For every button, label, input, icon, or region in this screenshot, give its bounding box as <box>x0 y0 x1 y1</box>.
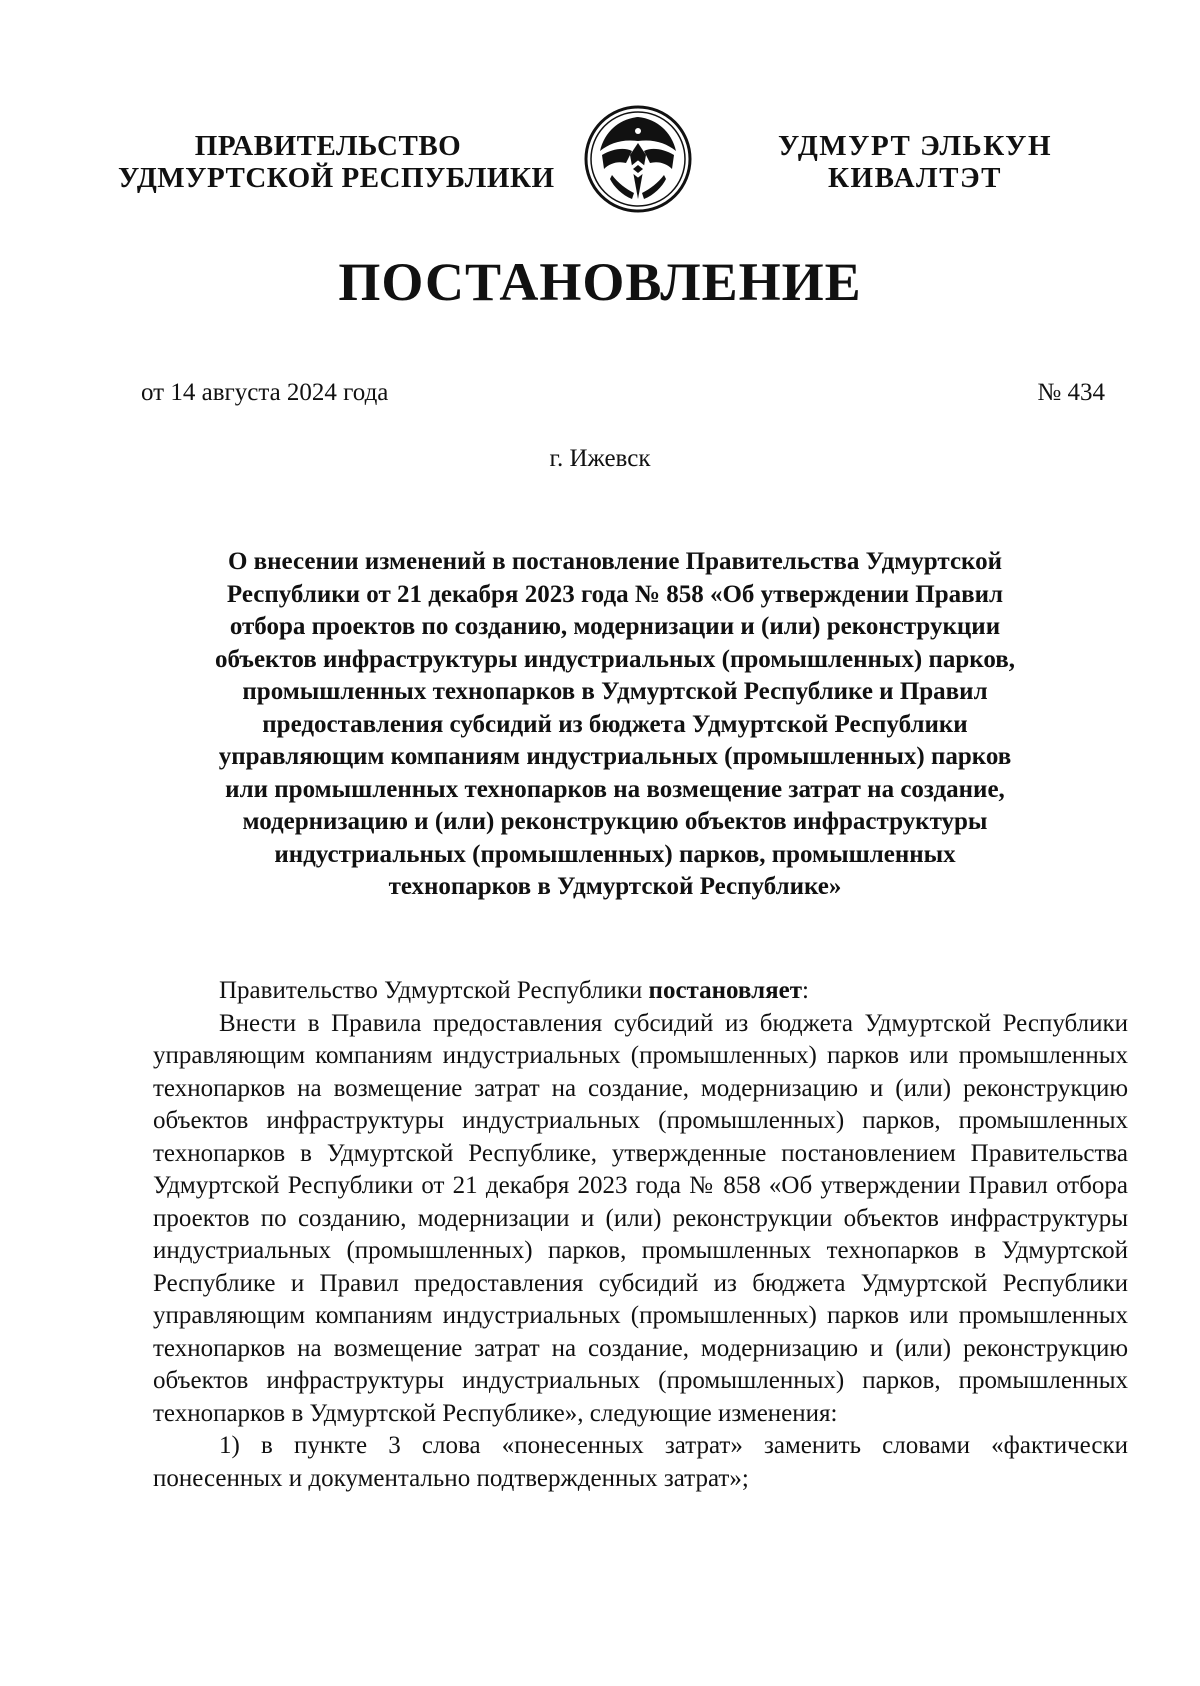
header-left-line1: ПРАВИТЕЛЬСТВО <box>194 130 462 162</box>
body-intro <box>153 975 1128 1008</box>
title-line: модернизацию и (или) реконструкцию объектов инфраструктуры <box>242 808 988 835</box>
body-intro-text: Правительство Удмуртской Республики <box>219 977 649 1004</box>
header-right-line1: УДМУРТ ЭЛЬКУН <box>777 130 1053 162</box>
document-body <box>153 975 1128 1495</box>
title-line: предоставления субсидий из бюджета Удмуртской Республики <box>262 710 968 738</box>
title-line: технопарков в Удмуртской Республике» <box>388 873 842 900</box>
title-line: индустриальных (промышленных) парков, промышленных <box>274 840 956 868</box>
title-line: объектов инфраструктуры индустриальных (промышленных) парков, <box>215 645 1015 673</box>
title-line: промышленных технопарков в Удмуртской Республике и Правил <box>242 678 988 705</box>
udmurt-coat-of-arms-icon <box>582 103 694 215</box>
header-issuer-russian <box>118 130 555 194</box>
title-line: отбора проектов по созданию, модернизации и (или) реконструкции <box>229 613 1001 640</box>
document-city: г. Ижевск <box>549 445 651 472</box>
document-date: от 14 августа 2024 года <box>141 379 389 406</box>
document-type-heading: ПОСТАНОВЛЕНИЕ <box>338 252 862 312</box>
title-line: управляющим компаниям индустриальных (промышленных) парков <box>218 743 1012 770</box>
title-line: Республики от 21 декабря 2023 года № 858 «Об утверждении Правил <box>226 580 1004 608</box>
body-paragraph-2: 1) в пункте 3 слова «понесенных затрат» заменить словами «фактически понесенных и документально подтвержденных затрат»; <box>153 1432 1128 1492</box>
header-left-line2: УДМУРТСКОЙ РЕСПУБЛИКИ <box>118 162 555 194</box>
document-number: № 434 <box>1037 379 1105 406</box>
header-issuer-udmurt <box>770 130 1060 194</box>
title-line: О внесении изменений в постановление Правительства Удмуртской <box>227 548 1003 575</box>
body-intro-end: : <box>802 977 809 1004</box>
body-intro-verb: постановляет <box>648 977 803 1004</box>
title-line: или промышленных технопарков на возмещение затрат на создание, <box>225 775 1005 803</box>
header-right-line2: КИВАЛТЭТ <box>827 162 1002 194</box>
document-title <box>150 546 1080 904</box>
body-paragraph-1: Внести в Правила предоставления субсидий из бюджета Удмуртской Республики управляющим компаниям индустриальных (промышленных) парков или промышленных технопарков на возмещение затрат на создание, модернизацию и (или) реконструкцию объектов инфраструктуры индустриальных (промышленных) парков, промышленных технопарков в Удмуртской Республике, утвержденные постановлением Правительства Удмуртской Республики от 21 декабря 2023 года № 858 «Об утверждении Правил отбора проектов по созданию, модернизации и (или) реконструкции объектов инфраструктуры индустриальных (промышленных) парков, промышленных технопарков в Удмуртской Республике и Правил предоставления субсидий из бюджета Удмуртской Республики управляющим компаниям индустриальных (промышленных) парков или промышленных технопарков на возмещение затрат на создание, модернизацию и (или) реконструкцию объектов инфраструктуры индустриальных (промышленных) парков, промышленных технопарков в Удмуртской Республике», следующие изменения: <box>153 1009 1128 1427</box>
